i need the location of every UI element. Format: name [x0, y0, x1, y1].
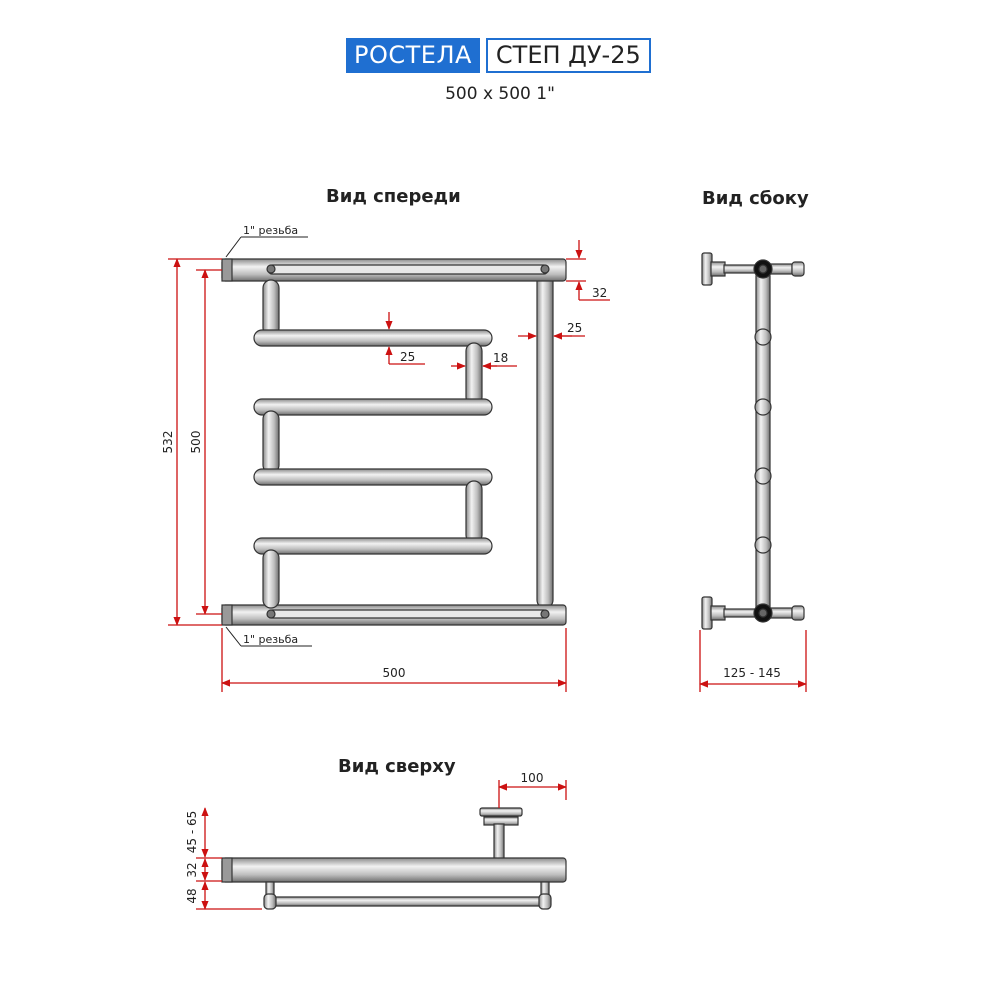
- top-view: [222, 808, 566, 909]
- front-top-rail: [268, 265, 548, 274]
- thread-label-bottom: 1" резьба: [243, 633, 299, 646]
- dim-48: 48: [185, 888, 199, 904]
- dim-500-height: 500: [189, 430, 203, 454]
- zigzag-h3: [254, 469, 492, 485]
- front-view-title: Вид спереди: [326, 186, 461, 207]
- zigzag-v1: [263, 280, 279, 336]
- zigzag-h2: [254, 399, 492, 415]
- top-wall-flange: [480, 808, 522, 816]
- brand-label: РОСТЕЛА: [346, 38, 480, 73]
- front-view: [222, 259, 566, 625]
- front-right-riser: [537, 270, 553, 608]
- dim-25-riser: 25: [567, 321, 583, 335]
- front-bottom-thread: [222, 605, 232, 625]
- thread-label-top: 1" резьба: [243, 224, 299, 237]
- dim-25-inner: 25: [400, 350, 416, 364]
- zigzag-v5: [263, 550, 279, 608]
- zigzag-v3: [263, 411, 279, 473]
- dim-532: 532: [161, 430, 175, 454]
- top-dimension-texts: [185, 771, 543, 904]
- zigzag-h1: [254, 330, 492, 346]
- top-collector: [222, 858, 566, 882]
- dim-45-65: 45 - 65: [185, 810, 199, 854]
- side-view: [702, 253, 804, 629]
- zigzag-v2: [466, 343, 482, 405]
- front-bottom-rail: [268, 610, 548, 618]
- front-top-thread: [222, 259, 232, 281]
- top-view-title: Вид сверху: [338, 756, 456, 777]
- side-riser: [756, 270, 770, 614]
- zigzag-h4: [254, 538, 492, 554]
- top-rail: [266, 897, 550, 906]
- dim-32: 32: [592, 286, 608, 300]
- dim-32-top: 32: [185, 862, 199, 878]
- dim-side-depth: 125 - 145: [723, 666, 781, 680]
- dim-100: 100: [520, 771, 544, 785]
- zigzag-v4: [466, 481, 482, 543]
- side-view-title: Вид сбоку: [702, 188, 809, 209]
- top-dimensions: [196, 780, 566, 909]
- model-label: СТЕП ДУ-25: [486, 38, 651, 73]
- size-label: 500 х 500 1": [445, 84, 555, 104]
- dim-500-width: 500: [382, 666, 406, 680]
- dim-18: 18: [493, 351, 509, 365]
- side-dimensions: [700, 630, 806, 692]
